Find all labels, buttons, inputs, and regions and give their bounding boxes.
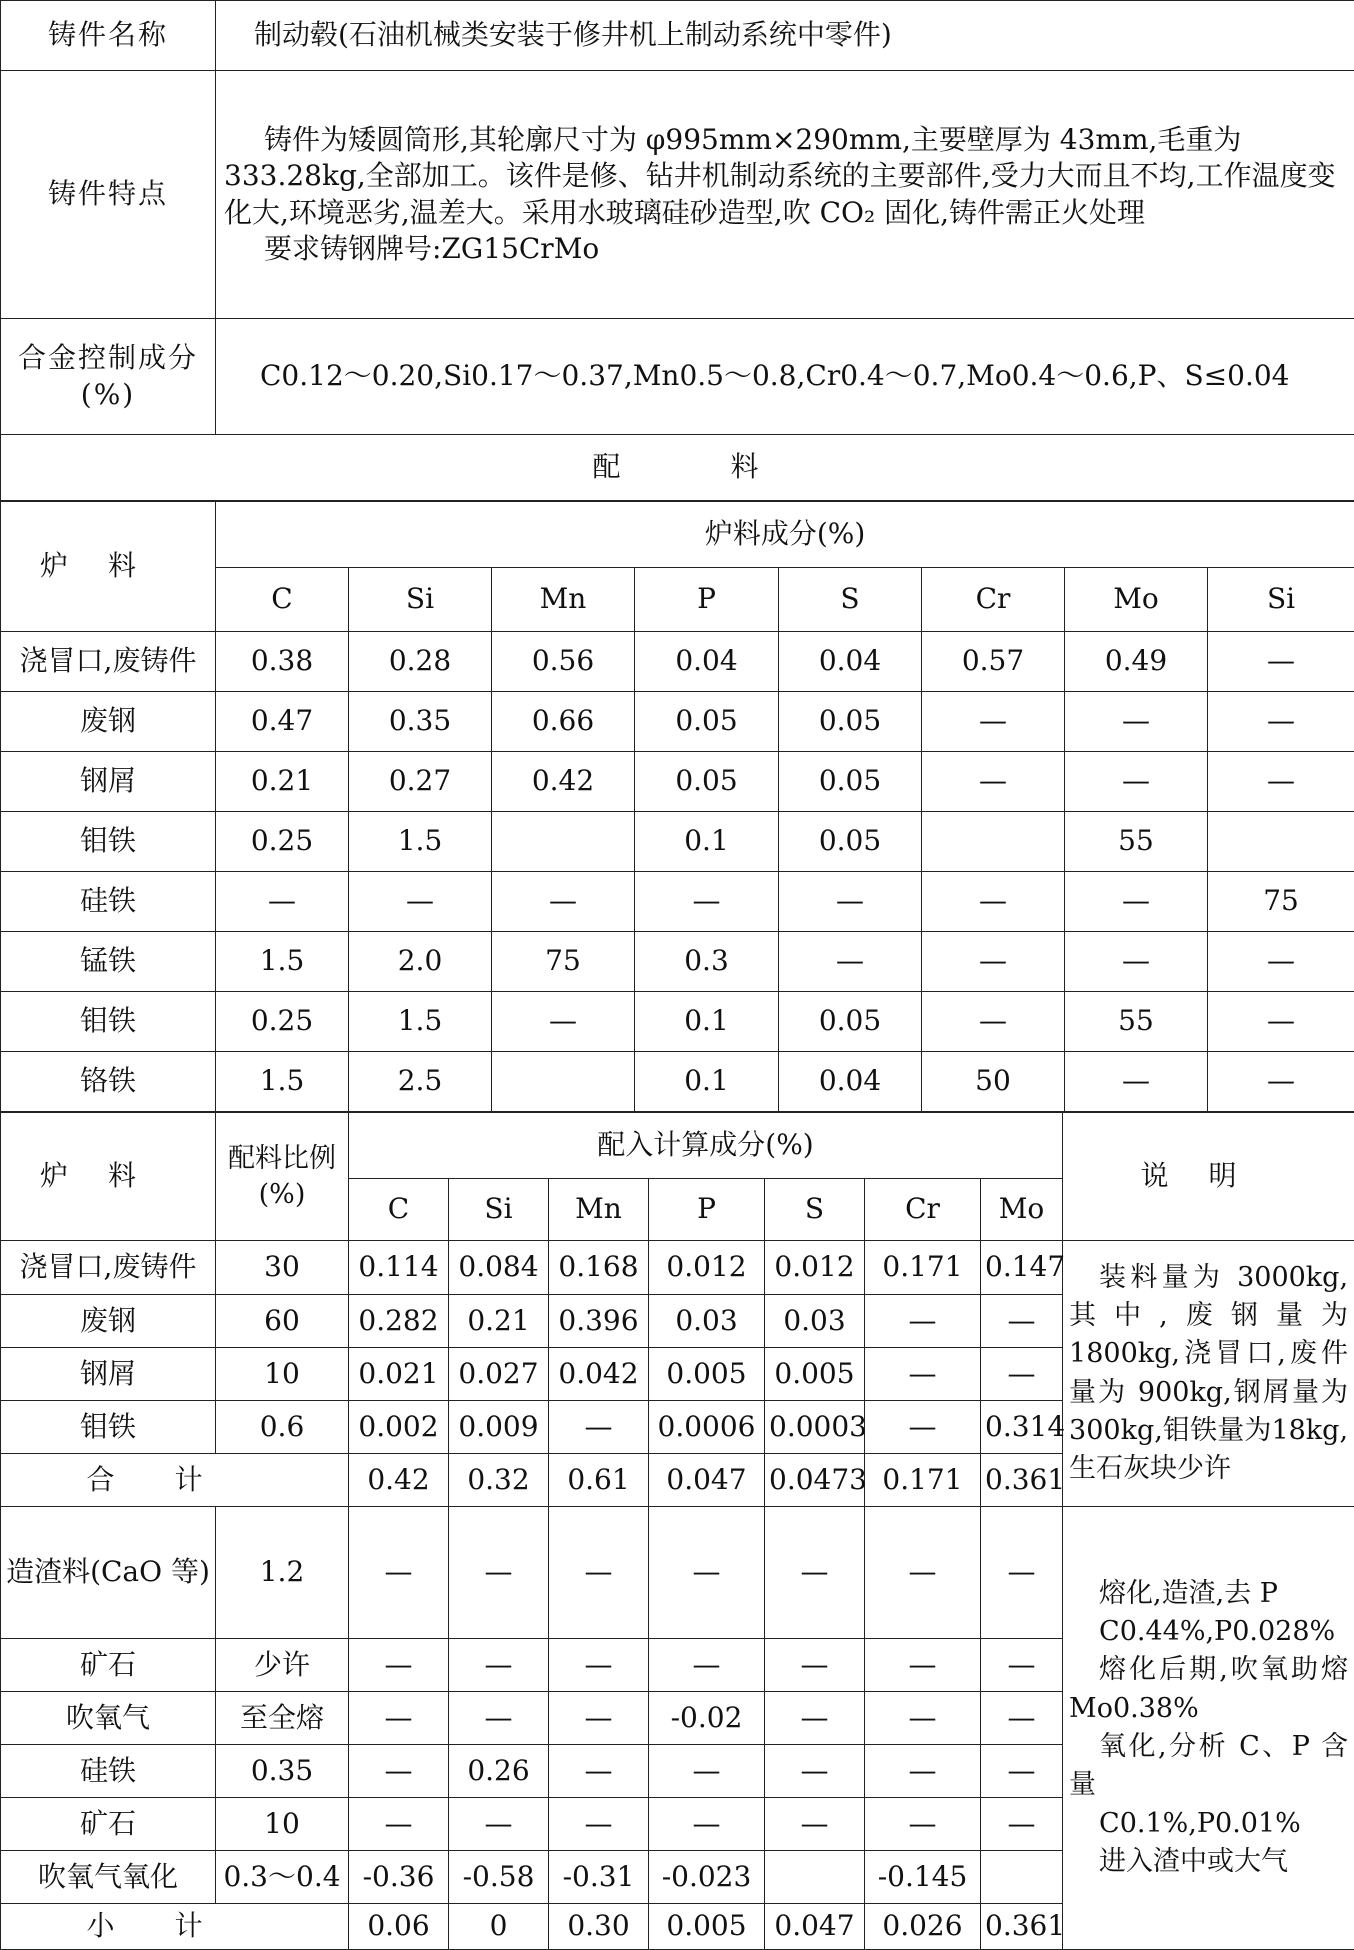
table-cell: — bbox=[549, 1639, 649, 1692]
table-cell: 0.171 bbox=[865, 1454, 981, 1507]
table-cell: 0.49 bbox=[1065, 632, 1208, 692]
table-cell: 0.027 bbox=[449, 1348, 549, 1401]
table-cell bbox=[492, 1052, 635, 1112]
table-cell: — bbox=[349, 1639, 449, 1692]
table-cell: — bbox=[981, 1692, 1063, 1745]
table-cell: — bbox=[865, 1295, 981, 1348]
table-cell: 0.66 bbox=[492, 692, 635, 752]
table-cell: 0.03 bbox=[765, 1295, 865, 1348]
table-cell: 0.021 bbox=[349, 1348, 449, 1401]
subtotal-label: 小计 bbox=[1, 1904, 349, 1950]
table-cell: 0.042 bbox=[549, 1348, 649, 1401]
ratio-cell: 10 bbox=[216, 1798, 349, 1851]
table-cell: — bbox=[765, 1507, 865, 1639]
table-cell: -0.02 bbox=[649, 1692, 765, 1745]
table-cell: — bbox=[865, 1798, 981, 1851]
alloy-row bbox=[1, 319, 1354, 435]
table-cell: — bbox=[492, 992, 635, 1052]
table-row bbox=[1, 872, 1354, 932]
table-cell: 2.5 bbox=[349, 1052, 492, 1112]
table-cell: — bbox=[549, 1798, 649, 1851]
table-cell: — bbox=[549, 1745, 649, 1798]
row-label: 矿石 bbox=[1, 1798, 216, 1851]
table-cell: 0.361 bbox=[981, 1454, 1063, 1507]
table-cell: 55 bbox=[1065, 992, 1208, 1052]
table-cell: 0.05 bbox=[635, 752, 779, 812]
table-cell: 0.047 bbox=[765, 1904, 865, 1950]
col-header: C bbox=[349, 1179, 449, 1241]
table-cell: 50 bbox=[922, 1052, 1065, 1112]
table-cell: 0.25 bbox=[216, 992, 349, 1052]
table-cell: -0.36 bbox=[349, 1851, 449, 1904]
table-cell: — bbox=[981, 1745, 1063, 1798]
table-cell: — bbox=[449, 1692, 549, 1745]
table-cell: — bbox=[449, 1507, 549, 1639]
table-cell: 0.25 bbox=[216, 812, 349, 872]
table-cell: 0.30 bbox=[549, 1904, 649, 1950]
table-cell: 0.009 bbox=[449, 1401, 549, 1454]
note-header: 说明 bbox=[1063, 1113, 1354, 1241]
name-row bbox=[1, 1, 1354, 71]
row-label: 钼铁 bbox=[1, 992, 216, 1052]
table-cell: — bbox=[216, 872, 349, 932]
table-cell: 0.005 bbox=[649, 1348, 765, 1401]
table-cell: 0.002 bbox=[349, 1401, 449, 1454]
calc-group-header: 配入计算成分(%) bbox=[349, 1113, 1063, 1179]
row-label: 矿石 bbox=[1, 1639, 216, 1692]
row-label: 锰铁 bbox=[1, 932, 216, 992]
table-cell: 0.1 bbox=[635, 992, 779, 1052]
row-label: 铬铁 bbox=[1, 1052, 216, 1112]
table-cell: -0.023 bbox=[649, 1851, 765, 1904]
table-cell: — bbox=[449, 1798, 549, 1851]
col-header: Mo bbox=[1065, 568, 1208, 632]
table-cell: 0.05 bbox=[779, 992, 922, 1052]
row-label: 浇冒口,废铸件 bbox=[1, 632, 216, 692]
casting-feature-label: 铸件特点 bbox=[1, 71, 216, 319]
table-cell: 0.04 bbox=[779, 632, 922, 692]
note-line: 熔化,造渣,去 P bbox=[1069, 1575, 1348, 1613]
row-label: 钼铁 bbox=[1, 812, 216, 872]
table-cell: 0.114 bbox=[349, 1241, 449, 1295]
table-cell: — bbox=[1065, 932, 1208, 992]
table-cell: 0.282 bbox=[349, 1295, 449, 1348]
col-header: Mn bbox=[492, 568, 635, 632]
row-label: 钢屑 bbox=[1, 752, 216, 812]
col-header: Cr bbox=[865, 1179, 981, 1241]
table-cell: — bbox=[349, 1798, 449, 1851]
table-cell: — bbox=[765, 1745, 865, 1798]
table-cell: 0.21 bbox=[449, 1295, 549, 1348]
table-cell: 0.47 bbox=[216, 692, 349, 752]
table-cell: 0.05 bbox=[779, 812, 922, 872]
total-label: 合计 bbox=[1, 1454, 349, 1507]
col-header: Mn bbox=[549, 1179, 649, 1241]
casting-feature-cell bbox=[216, 71, 1354, 319]
table-cell: 0.06 bbox=[349, 1904, 449, 1950]
table-cell: 0.012 bbox=[649, 1241, 765, 1295]
table-cell: 0.147 bbox=[981, 1241, 1063, 1295]
table-cell: 0.42 bbox=[492, 752, 635, 812]
table-row bbox=[1, 1052, 1354, 1112]
table-cell: — bbox=[649, 1745, 765, 1798]
alloy-control-label: 合金控制成分(%) bbox=[1, 319, 216, 435]
table-cell: 1.5 bbox=[216, 932, 349, 992]
table-cell: 75 bbox=[1208, 872, 1354, 932]
table-cell: — bbox=[549, 1401, 649, 1454]
row-label: 废钢 bbox=[1, 692, 216, 752]
table-cell: — bbox=[649, 1639, 765, 1692]
row-label: 吹氧气 bbox=[1, 1692, 216, 1745]
table-cell bbox=[765, 1851, 865, 1904]
note-process-cell bbox=[1063, 1507, 1354, 1950]
table-cell: — bbox=[1208, 992, 1354, 1052]
alloy-control-value: C0.12～0.20,Si0.17～0.37,Mn0.5～0.8,Cr0.4～0.7,Mo0.4～0.6,P、S≤0.04 bbox=[216, 319, 1354, 435]
ratio-cell: 30 bbox=[216, 1241, 349, 1295]
table-cell: 0.35 bbox=[349, 692, 492, 752]
table-cell: 0.047 bbox=[649, 1454, 765, 1507]
table-cell: — bbox=[649, 1507, 765, 1639]
table-cell: — bbox=[865, 1507, 981, 1639]
table-cell: 0.27 bbox=[349, 752, 492, 812]
table-cell: — bbox=[349, 1692, 449, 1745]
table-cell: — bbox=[549, 1692, 649, 1745]
table-cell: 0.0473 bbox=[765, 1454, 865, 1507]
table-cell: 0.005 bbox=[649, 1904, 765, 1950]
table-cell: -0.31 bbox=[549, 1851, 649, 1904]
row-label: 硅铁 bbox=[1, 1745, 216, 1798]
table-cell: — bbox=[1208, 1052, 1354, 1112]
table-cell: — bbox=[1065, 752, 1208, 812]
table-cell: — bbox=[549, 1507, 649, 1639]
table-cell: 0.084 bbox=[449, 1241, 549, 1295]
table-cell: 0.05 bbox=[635, 692, 779, 752]
table-cell bbox=[922, 812, 1065, 872]
table-cell: 0.57 bbox=[922, 632, 1065, 692]
table-cell: 0 bbox=[449, 1904, 549, 1950]
ratio-cell: 10 bbox=[216, 1348, 349, 1401]
section-title: 配料 bbox=[1, 435, 1354, 501]
ratio-cell: 0.6 bbox=[216, 1401, 349, 1454]
section-title-row bbox=[1, 435, 1354, 501]
col-header: P bbox=[649, 1179, 765, 1241]
col-header: C bbox=[216, 568, 349, 632]
table-cell: 1.5 bbox=[216, 1052, 349, 1112]
table-cell: — bbox=[981, 1507, 1063, 1639]
ratio-cell: 少许 bbox=[216, 1639, 349, 1692]
table-cell: 0.171 bbox=[865, 1241, 981, 1295]
col-header: Si bbox=[1208, 568, 1354, 632]
ratio-cell: 0.35 bbox=[216, 1745, 349, 1798]
note-charge-text: 装料量为 3000kg,其中,废钢量为1800kg,浇冒口,废件量为 900kg,钢屑量为300kg,钼铁量为18kg,生石灰块少许 bbox=[1069, 1259, 1348, 1489]
table-row bbox=[1, 692, 1354, 752]
table-row bbox=[1, 932, 1354, 992]
table-cell: — bbox=[865, 1745, 981, 1798]
table-cell: 0.168 bbox=[549, 1241, 649, 1295]
table-cell bbox=[981, 1851, 1063, 1904]
charge-group-header: 炉料成分(%) bbox=[216, 502, 1354, 568]
table-cell: — bbox=[865, 1639, 981, 1692]
col-header: Cr bbox=[922, 568, 1065, 632]
col-header: S bbox=[765, 1179, 865, 1241]
table-cell: — bbox=[349, 872, 492, 932]
table-row bbox=[1, 1241, 1354, 1295]
table-cell: — bbox=[779, 872, 922, 932]
table-cell: — bbox=[1208, 752, 1354, 812]
note-line: 氧化,分析 C、P 含量 bbox=[1069, 1728, 1348, 1805]
table-cell: — bbox=[981, 1798, 1063, 1851]
table-cell: — bbox=[922, 932, 1065, 992]
table-cell: 0.03 bbox=[649, 1295, 765, 1348]
table-cell: 0.314 bbox=[981, 1401, 1063, 1454]
row-label: 吹氧气氧化 bbox=[1, 1851, 216, 1904]
note-line: C0.44%,P0.028% bbox=[1069, 1613, 1348, 1651]
note-line: C0.1%,P0.01% bbox=[1069, 1805, 1348, 1843]
table-cell: — bbox=[922, 992, 1065, 1052]
table-cell: -0.145 bbox=[865, 1851, 981, 1904]
table-cell: 0.05 bbox=[779, 692, 922, 752]
table-cell: 1.5 bbox=[349, 992, 492, 1052]
ratio-header: 配料比例(%) bbox=[216, 1113, 349, 1241]
row-label: 钼铁 bbox=[1, 1401, 216, 1454]
row-label: 钢屑 bbox=[1, 1348, 216, 1401]
table-cell: 0.04 bbox=[779, 1052, 922, 1112]
table-cell: — bbox=[492, 872, 635, 932]
table-cell: — bbox=[635, 872, 779, 932]
table-cell: — bbox=[349, 1745, 449, 1798]
note-line: 进入渣中或大气 bbox=[1069, 1843, 1348, 1881]
note-line: 熔化后期,吹氧助熔 Mo0.38% bbox=[1069, 1651, 1348, 1728]
table-cell: 0.005 bbox=[765, 1348, 865, 1401]
casting-name-label: 铸件名称 bbox=[1, 1, 216, 71]
table-cell: — bbox=[1208, 932, 1354, 992]
table-cell: — bbox=[1208, 692, 1354, 752]
table-cell: 0.56 bbox=[492, 632, 635, 692]
charge-composition-table bbox=[0, 501, 1354, 1112]
table-cell: — bbox=[765, 1639, 865, 1692]
table-cell: 0.21 bbox=[216, 752, 349, 812]
table-cell: 0.0006 bbox=[649, 1401, 765, 1454]
table-cell: — bbox=[922, 692, 1065, 752]
table-cell: 0.61 bbox=[549, 1454, 649, 1507]
table-cell: 1.5 bbox=[349, 812, 492, 872]
table-cell: 0.0003 bbox=[765, 1401, 865, 1454]
table-cell: — bbox=[1065, 872, 1208, 932]
table-cell: 0.28 bbox=[349, 632, 492, 692]
ratio-cell: 0.3～0.4 bbox=[216, 1851, 349, 1904]
col-header: P bbox=[635, 568, 779, 632]
casting-info-table bbox=[0, 0, 1354, 501]
ratio-cell: 60 bbox=[216, 1295, 349, 1348]
row-label: 造渣料(CaO 等) bbox=[1, 1507, 216, 1639]
calc-header-row bbox=[1, 1113, 1354, 1179]
casting-feature-text: 铸件为矮圆筒形,其轮廓尺寸为 φ995mm×290mm,主要壁厚为 43mm,毛重为333.28kg,全部加工。该件是修、钻井机制动系统的主要部件,受力大而且不均,工作温度变化大,环境恶劣,温差大。采用水玻璃硅砂造型,吹 CO₂ 固化,铸件需正火处理 bbox=[224, 122, 1346, 231]
casting-name-value: 制动毂(石油机械类安装于修井机上制动系统中零件) bbox=[216, 1, 1354, 71]
col-header: S bbox=[779, 568, 922, 632]
table-cell: 0.42 bbox=[349, 1454, 449, 1507]
note-charge-cell bbox=[1063, 1241, 1354, 1507]
feature-row bbox=[1, 71, 1354, 319]
table-cell: — bbox=[765, 1692, 865, 1745]
table-cell: — bbox=[1065, 692, 1208, 752]
table-cell: 0.026 bbox=[865, 1904, 981, 1950]
table-cell: — bbox=[449, 1639, 549, 1692]
ratio-cell: 1.2 bbox=[216, 1507, 349, 1639]
table-cell: 0.26 bbox=[449, 1745, 549, 1798]
charge-header-row bbox=[1, 502, 1354, 568]
ratio-cell: 至全熔 bbox=[216, 1692, 349, 1745]
table-cell: — bbox=[922, 872, 1065, 932]
table-cell: — bbox=[865, 1401, 981, 1454]
table-cell: 0.05 bbox=[779, 752, 922, 812]
table-row bbox=[1, 992, 1354, 1052]
table-cell: — bbox=[765, 1798, 865, 1851]
table-cell: — bbox=[649, 1798, 765, 1851]
table-row bbox=[1, 632, 1354, 692]
table-cell: 0.3 bbox=[635, 932, 779, 992]
table-cell: 0.1 bbox=[635, 1052, 779, 1112]
calculated-composition-table bbox=[0, 1112, 1354, 1950]
row-label: 废钢 bbox=[1, 1295, 216, 1348]
table-row bbox=[1, 812, 1354, 872]
table-row bbox=[1, 752, 1354, 812]
calc-label: 炉料 bbox=[1, 1113, 216, 1241]
table-row bbox=[1, 1507, 1354, 1639]
table-cell: — bbox=[1065, 1052, 1208, 1112]
charge-rows bbox=[1, 632, 1354, 1112]
table-cell: — bbox=[981, 1295, 1063, 1348]
table-cell: 0.32 bbox=[449, 1454, 549, 1507]
col-header: Si bbox=[449, 1179, 549, 1241]
table-cell: — bbox=[1208, 632, 1354, 692]
table-cell: — bbox=[779, 932, 922, 992]
table-cell: 0.38 bbox=[216, 632, 349, 692]
table-cell: 0.361 bbox=[981, 1904, 1063, 1950]
table-cell: — bbox=[865, 1692, 981, 1745]
col-header: Mo bbox=[981, 1179, 1063, 1241]
row-label: 硅铁 bbox=[1, 872, 216, 932]
table-cell: — bbox=[922, 752, 1065, 812]
table-cell: — bbox=[349, 1507, 449, 1639]
table-cell: 0.04 bbox=[635, 632, 779, 692]
table-cell: 75 bbox=[492, 932, 635, 992]
table-cell: 0.012 bbox=[765, 1241, 865, 1295]
table-cell: -0.58 bbox=[449, 1851, 549, 1904]
table-cell bbox=[492, 812, 635, 872]
col-header: Si bbox=[349, 568, 492, 632]
row-label: 浇冒口,废铸件 bbox=[1, 1241, 216, 1295]
table-cell: 2.0 bbox=[349, 932, 492, 992]
table-cell: 55 bbox=[1065, 812, 1208, 872]
table-cell: — bbox=[981, 1348, 1063, 1401]
steel-grade-text: 要求铸钢牌号:ZG15CrMo bbox=[224, 231, 1346, 267]
table-cell: 0.396 bbox=[549, 1295, 649, 1348]
table-cell bbox=[1208, 812, 1354, 872]
table-cell: 0.1 bbox=[635, 812, 779, 872]
table-cell: — bbox=[981, 1639, 1063, 1692]
table-cell: — bbox=[865, 1348, 981, 1401]
charge-label: 炉料 bbox=[1, 502, 216, 632]
